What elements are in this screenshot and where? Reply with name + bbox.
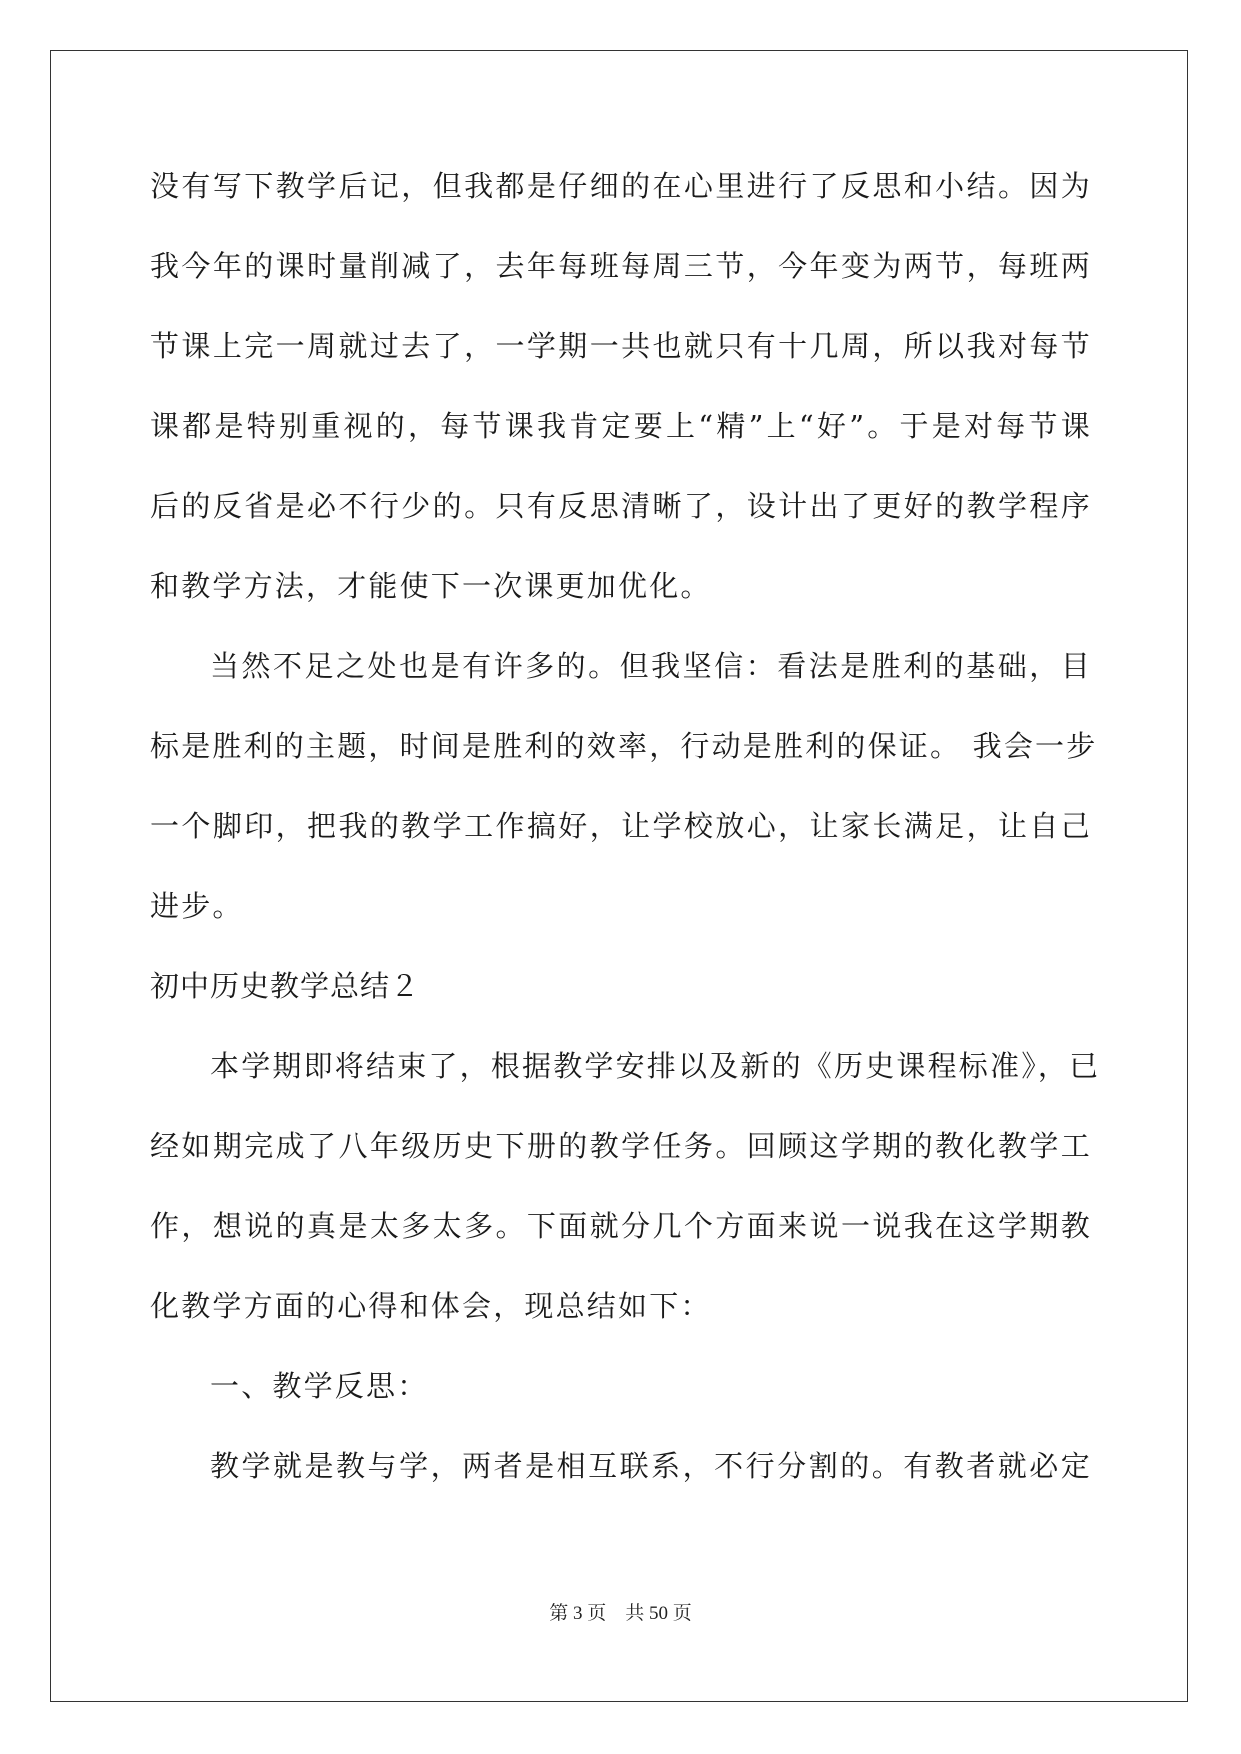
text-line: 当然不足之处也是有许多的。但我坚信：看法是胜利的基础，目: [210, 649, 1092, 683]
text-line: 我今年的课时量削减了，去年每班每周三节，今年变为两节，每班两: [150, 249, 1092, 283]
page-total: 共 50 页: [625, 1603, 692, 1624]
text-line: 化教学方面的心得和体会，现总结如下：: [150, 1289, 712, 1323]
text-line: 一个脚印，把我的教学工作搞好，让学校放心，让家长满足，让自己: [150, 809, 1092, 843]
page-number: 第 3 页: [549, 1603, 607, 1624]
text-line: 后的反省是必不行少的。只有反思清晰了，设计出了更好的教学程序: [150, 489, 1092, 523]
text-line: 进步。: [150, 889, 244, 923]
text-line: 本学期即将结束了，根据教学安排以及新的《历史课程标准》，已: [210, 1049, 1101, 1083]
text-line: 课都是特别重视的，每节课我肯定要上“精”上“好”。于是对每节课: [150, 409, 1092, 443]
subsection-title: 一、教学反思：: [210, 1369, 429, 1403]
text-line: 和教学方法，才能使下一次课更加优化。: [150, 569, 712, 603]
text-line: 作，想说的真是太多太多。下面就分几个方面来说一说我在这学期教: [150, 1209, 1092, 1243]
text-line: 没有写下教学后记，但我都是仔细的在心里进行了反思和小结。因为: [150, 169, 1092, 203]
text-line: 节课上完一周就过去了，一学期一共也就只有十几周，所以我对每节: [150, 329, 1092, 363]
document-body: [150, 160, 1101, 1520]
text-line: 经如期完成了八年级历史下册的教学任务。回顾这学期的教化教学工: [150, 1129, 1092, 1163]
section-title: 初中历史教学总结２: [150, 969, 421, 1003]
text-line: 标是胜利的主题，时间是胜利的效率，行动是胜利的保证。 我会一步: [150, 729, 1098, 763]
text-line: 教学就是教与学，两者是相互联系，不行分割的。有教者就必定: [210, 1449, 1092, 1483]
page-footer: [0, 1598, 1241, 1625]
